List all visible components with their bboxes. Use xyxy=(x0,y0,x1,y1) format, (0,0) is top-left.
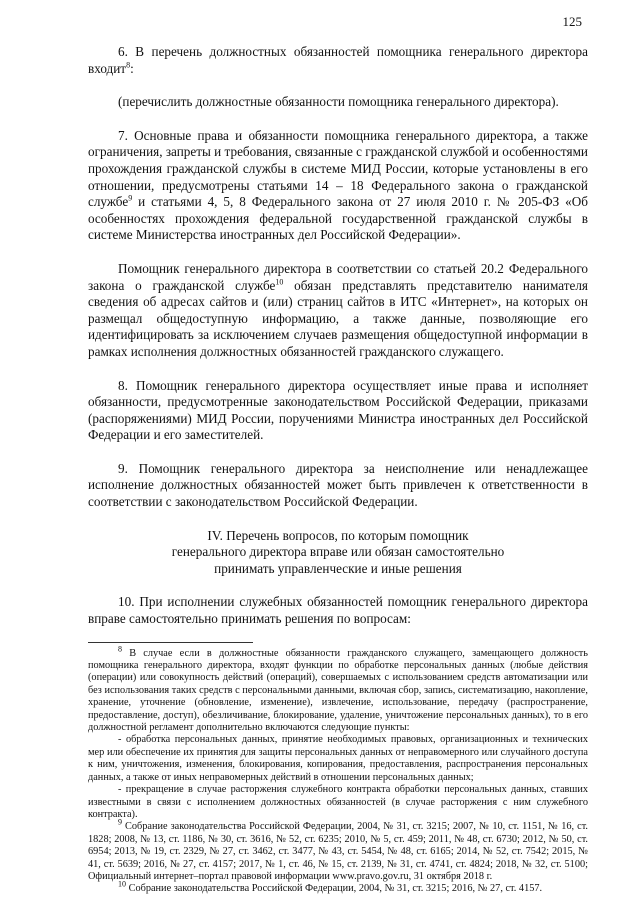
footnote-8-item-2: - прекращение в случае расторжения служебного контракта обработки персональных данных, ставших известными в связи с исполнением должностных обязанностей (в случае расторжения с ним служебного контракта). xyxy=(88,784,588,820)
footnote-10 xyxy=(88,879,588,895)
section-heading-line-3: принимать управленческие и иные решения xyxy=(214,560,462,576)
footnotes xyxy=(88,644,588,896)
page-number: 125 xyxy=(562,14,582,29)
footnote-ref-9[interactable]: 9 xyxy=(128,193,133,203)
section-heading-line-2: генерального директора вправе или обязан самостоятельно xyxy=(171,544,505,560)
footnote-8-mark: 8 xyxy=(118,644,122,654)
paragraph-6-tail: : xyxy=(130,60,134,76)
footnote-9-text: Собрание законодательства Российской Федерации, 2004, № 31, ст. 3215; 2007, № 10, ст. 1151, № 16, ст. 1828; 2008, № 13, ст. 1186, № 30, ст. 3616, № 52, ст. 6235; 2010, № 5, ст. 459; 2011, № 48, ст. 6730; 2012, № 50, ст. 6954; 2013, № 19, ст. 2329, № 27, ст. 3462, ст. 3477, № 43, ст. 5454, № 48, ст. 6165; 2014, № 52, ст. 7542; 2015, № 41, ст. 5639; 2016, № 27, ст. 4157; 2017, № 1, ст. 46, № 15, ст. 2139, № 31, ст. 4741, ст. 4824; 2018, № 32, ст. 5100; Официальный интернет–портал правовой информации www.pravo.gov.ru, 31 октября 2018 г. xyxy=(88,821,588,882)
paragraph-6-fill-in: (перечислить должностные обязанности помощника генерального директора). xyxy=(118,94,559,110)
section-heading-line-1: IV. Перечень вопросов, по которым помощник xyxy=(207,527,469,543)
paragraph-6-text: 6. В перечень должностных обязанностей помощника генерального директора входит xyxy=(88,44,588,76)
footnote-8-text: В случае если в должностные обязанности гражданского служащего, замещающего должность помощника генерального директора, входят функции по обработке персональных данных (любые действия (операции) или совокупность действий (операций), совершаемых с использованием средств автоматизации или без использования таких средств с персональными данными, включая сбор, запись, систематизацию, накопление, хранение, уточнение (обновление, изменение), извлечение, использование, передачу (распространение, предоставление, доступ), обезличивание, блокирование, удаление, уничтожение персональных данных), то в его должностной регламент дополнительно включаются следующие пункты: xyxy=(88,647,588,734)
footnote-8 xyxy=(88,644,588,735)
paragraph-6 xyxy=(88,44,588,77)
footnote-10-text: Собрание законодательства Российской Федерации, 2004, № 31, ст. 3215; 2016, № 27, ст. 4157. xyxy=(126,883,543,895)
paragraph-7-text-b: и статьями 4, 5, 8 Федерального закона от 27 июля 2010 г. № 205-ФЗ «Об особенностях прохождения федеральной государственной гражданской службы в системе Министерства иностранных дел Российской Федерации». xyxy=(88,194,588,243)
paragraph-10: 10. При исполнении служебных обязанностей помощник генерального директора вправе самостоятельно принимать решения по вопросам: xyxy=(88,594,588,627)
paragraph-7-text-a: 7. Основные права и обязанности помощника генерального директора, а также ограничения, запреты и требования, связанные с гражданской службой и особенностями прохождения гражданской службы в системе МИД России, которые установлены в его отношении, предусмотрены статьями 14 – 18 Федерального закона о гражданской службе xyxy=(88,127,588,210)
paragraph-9: 9. Помощник генерального директора за неисполнение или ненадлежащее исполнение должностных обязанностей может быть привлечен к ответственности в соответствии с законодательством Российской Федерации. xyxy=(88,460,588,510)
footnote-separator xyxy=(88,642,253,643)
footnote-10-mark: 10 xyxy=(118,879,126,889)
page-body xyxy=(88,44,588,896)
paragraph-7 xyxy=(88,128,588,244)
footnote-9-mark: 9 xyxy=(118,817,122,827)
paragraph-8: 8. Помощник генерального директора осуществляет иные права и исполняет обязанности, предусмотренные законодательством Российской Федерации, приказами (распоряжениями) МИД России, поручениями Министра иностранных дел Российской Федерации и его заместителей. xyxy=(88,377,588,443)
footnote-8-item-1: - обработка персональных данных, принятие необходимых правовых, организационных и технических мер или обеспечение их принятия для защиты персональных данных от неправомерного или случайного доступа к ним, уничтожения, изменения, блокирования, копирования, предоставления, распространения персональных данных, а также от иных неправомерных действий в отношении персональных данных; xyxy=(88,734,588,783)
footnote-9 xyxy=(88,817,588,883)
footnote-ref-10[interactable]: 10 xyxy=(275,277,284,287)
paragraph-7b-text-a: Помощник генерального директора в соответствии со статьей 20.2 Федерального закона о гражданской службе xyxy=(88,260,588,293)
footnote-ref-8[interactable]: 8 xyxy=(126,60,131,70)
paragraph-7b-text-b: обязан представлять представителю нанимателя сведения об адресах сайтов и (или) страниц сайтов в ИТС «Интернет», на которых он размещал общедоступную информацию, а также данные, позволяющие его идентифицировать за исключением случаев размещения общедоступной информации в рамках исполнения должностных обязанностей гражданского служащего. xyxy=(88,277,588,359)
paragraph-7-continued xyxy=(88,261,588,361)
